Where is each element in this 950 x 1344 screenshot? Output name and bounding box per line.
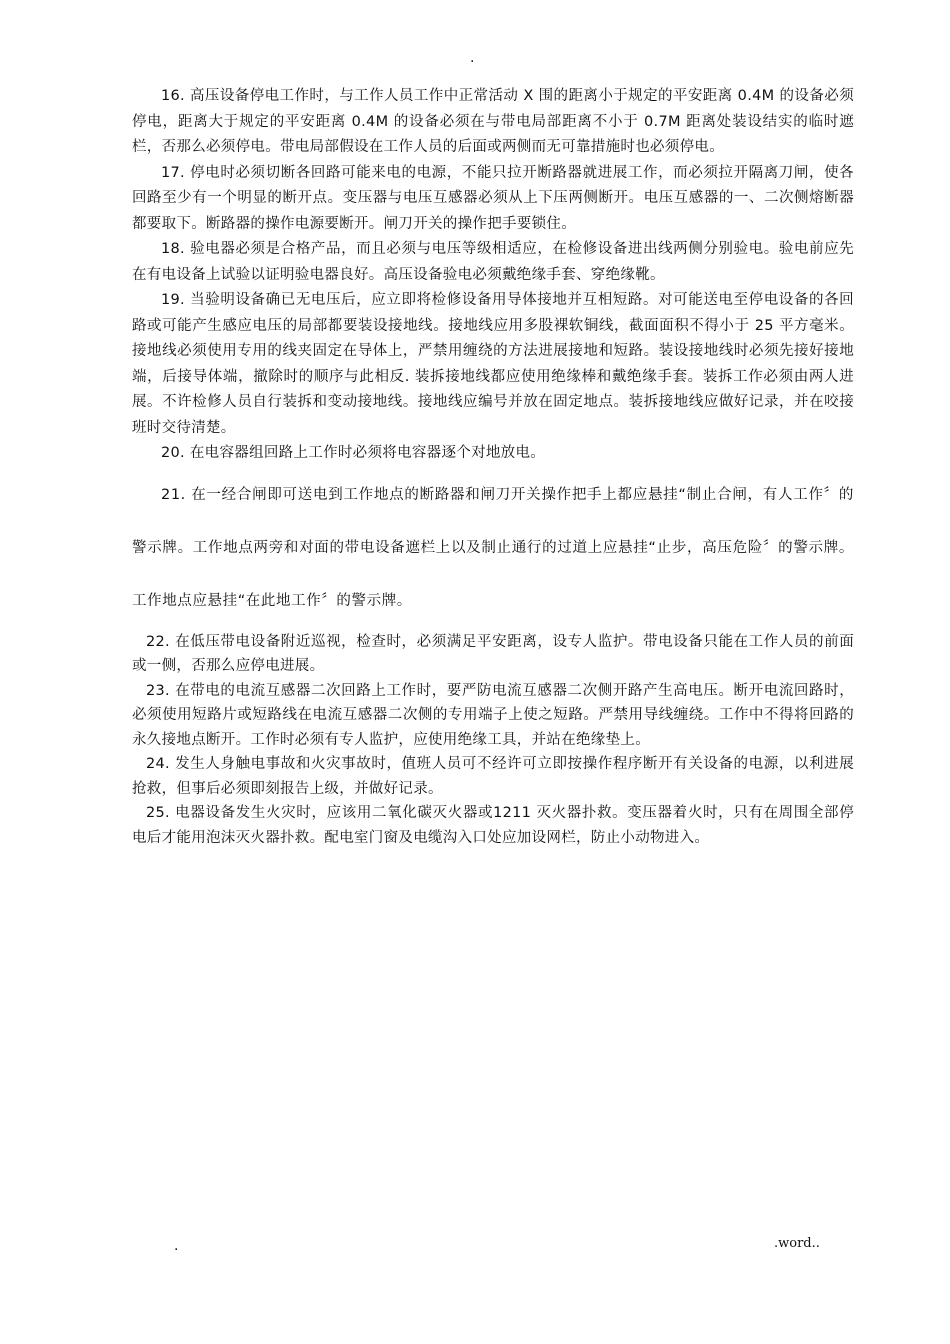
paragraph-16: 16. 高压设备停电工作时，与工作人员工作中正常活动 X 围的距离小于规定的平安距离 0.4M 的设备必须停电，距离大于规定的平安距离 0.4M 的设备必须在与带电局部距离不小于 0.7M 距离处装设结实的临时遮栏，否那么必须停电。带电局部假设在工作人员的后面或两侧而无可靠措施时也必须停电。 [132,88,854,155]
paragraph-20: 20. 在电容器组回路上工作时必须将电容器逐个对地放电。 [161,445,546,461]
paragraph-19: 19. 当验明设备确已无电压后，应立即将检修设备用导体接地并互相短路。对可能送电至停电设备的各回路或可能产生感应电压的局部都要装设接地线。接地线应用多股裸软铜线，截面面积不得小于 25 平方毫米。接地线必须使用专用的线夹固定在导体上，严禁用缠绕的方法进展接地和短路。装设接地线时必须先接好接地端，后接导体端，撤除时的顺序与此相反. 装拆接地线都应使用绝缘棒和戴绝缘手套。装拆工作必须由两人进展。不许检修人员自行装拆和变动接地线。接地线应编号并放在固定地点。装拆接地线应做好记录，并在咬接班时交待清楚。 [132,292,854,436]
paragraph-24: 24. 发生人身触电事故和火灾事故时，值班人员可不经许可立即按操作程序断开有关设备的电源，以利进展抢救，但事后必须即刻报告上级，并做好记录。 [132,756,854,797]
footer-word-mark: .word.. [774,1236,820,1251]
paragraph-23: 23. 在带电的电流互感器二次回路上工作时，要严防电流互感器二次侧开路产生高电压。断开电流回路时，必须使用短路片或短路线在电流互感器二次侧的专用端子上使之短路。严禁用导线缠绕。工作中不得将回路的永久接地点断开。工作时必须有专人监护，应使用绝缘工具，并站在绝缘垫上。 [132,682,854,748]
paragraph-25: 25. 电器设备发生火灾时，应该用二氧化碳灭火器或1211 灭火器扑救。变压器着火时，只有在周围全部停电后才能用泡沫灭火器扑救。配电室门窗及电缆沟入口处应加设网栏，防止小动物进入。 [132,805,854,846]
paragraph-18: 18. 验电器必须是合格产品，而且必须与电压等级相适应，在检修设备进出线两侧分别验电。验电前应先在有电设备上试验以证明验电器良好。高压设备验电必须戴绝缘手套、穿绝缘靴。 [132,241,854,283]
footer-left-mark: . [174,1238,179,1254]
document-body [132,84,854,850]
paragraph-17: 17. 停电时必须切断各回路可能来电的电源，不能只拉开断路器就进展工作，而必须拉开隔离刀闸，使各回路至少有一个明显的断开点。变压器与电压互感器必须从上下压两侧断开。电压互感器的一、二次侧熔断器都要取下。断路器的操作电源要断开。闸刀开关的操作把手要锁住。 [132,164,854,232]
paragraph-21: 21. 在一经合闸即可送电到工作地点的断路器和闸刀开关操作把手上都应悬挂“制止合闸，有人工作〞的警示牌。工作地点两旁和对面的带电设备遮栏上以及制止通行的过道上应悬挂“止步，高压危险〞的警示牌。工作地点应悬挂“在此地工作〞的警示牌。 [132,486,854,609]
header-mark: . [470,50,475,66]
paragraph-22: 22. 在低压带电设备附近巡视，检查时，必须满足平安距离，设专人监护。带电设备只能在工作人员的前面或一侧，否那么应停电进展。 [132,633,854,674]
